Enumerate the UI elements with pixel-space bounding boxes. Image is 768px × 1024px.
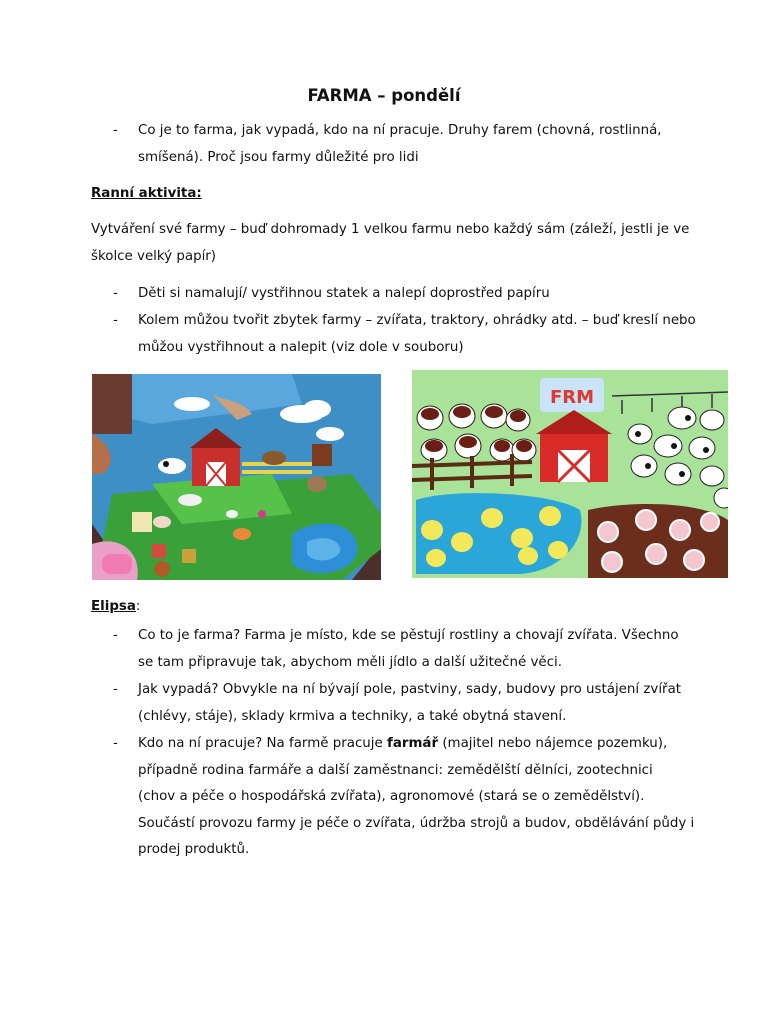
morning-heading: Ranní aktivita: — [91, 186, 202, 201]
intro-line-2: smíšená). Proč jsou farmy důležité pro lidi — [138, 150, 419, 165]
ellipse-bullet-3-bold: farmář — [387, 736, 439, 751]
farm-craft-photo-left — [92, 374, 381, 580]
ellipse-bullet-1-line-2: se tam připravuje tak, abychom měli jídlo a další užitečné věci. — [138, 655, 562, 670]
ellipse-bullet-3-line-1 — [138, 736, 667, 752]
farm-craft-photo-right — [412, 370, 728, 578]
ellipse-bullet-2-line-1: Jak vypadá? Obvykle na ní bývají pole, pastviny, sady, budovy pro ustájení zvířat — [138, 682, 682, 697]
ellipse-bullet-3-line-5: prodej produktů. — [138, 842, 250, 857]
ellipse-bullet-2-line-2: (chlévy, stáje), sklady krmiva a techniky, a také obytná stavení. — [138, 709, 567, 724]
bullet-dash: - — [113, 628, 118, 643]
intro-line-1: Co je to farma, jak vypadá, kdo na ní pracuje. Druhy farem (chovná, rostlinná, — [138, 123, 662, 138]
morning-text-line-2: školce velký papír) — [91, 249, 217, 264]
morning-bullet-2-line-2: můžou vystřihnout a nalepit (viz dole v souboru) — [138, 340, 464, 355]
ellipse-bullet-3-pre: Kdo na ní pracuje? Na farmě pracuje — [138, 736, 388, 751]
bullet-dash: - — [113, 682, 118, 697]
ellipse-bullet-1-line-1: Co to je farma? Farma je místo, kde se pěstují rostliny a chovají zvířata. Všechno — [138, 628, 679, 643]
page-title: FARMA – pondělí — [307, 86, 461, 105]
ellipse-heading: Elipsa — [91, 599, 136, 614]
morning-text-line-1: Vytváření své farmy – buď dohromady 1 velkou farmu nebo každý sám (záleží, jestli je ve — [91, 222, 690, 237]
morning-bullet-1: Děti si namalují/ vystřihnou statek a nalepí doprostřed papíru — [138, 286, 550, 301]
ellipse-bullet-3-line-3: (chov a péče o hospodářská zvířata), agronomové (stará se o zemědělství). — [138, 789, 645, 804]
bullet-dash: - — [113, 313, 118, 328]
ellipse-bullet-3-line-2: případně rodina farmáře a další zaměstnanci: zemědělští dělníci, zootechnici — [138, 763, 653, 778]
ellipse-bullet-3-post: (majitel nebo nájemce pozemku), — [438, 736, 668, 751]
morning-bullet-2-line-1: Kolem můžou tvořit zbytek farmy – zvířata, traktory, ohrádky atd. – buď kreslí nebo — [138, 313, 696, 328]
bullet-dash: - — [113, 123, 118, 138]
farm-sign-text: FRM — [549, 387, 595, 408]
bullet-dash: - — [113, 286, 118, 301]
ellipse-heading-line — [91, 599, 140, 615]
ellipse-bullet-3-line-4: Součástí provozu farmy je péče o zvířata, údržba strojů a budov, obdělávání půdy i — [138, 816, 695, 831]
bullet-dash: - — [113, 736, 118, 751]
ellipse-heading-colon: : — [135, 599, 141, 614]
